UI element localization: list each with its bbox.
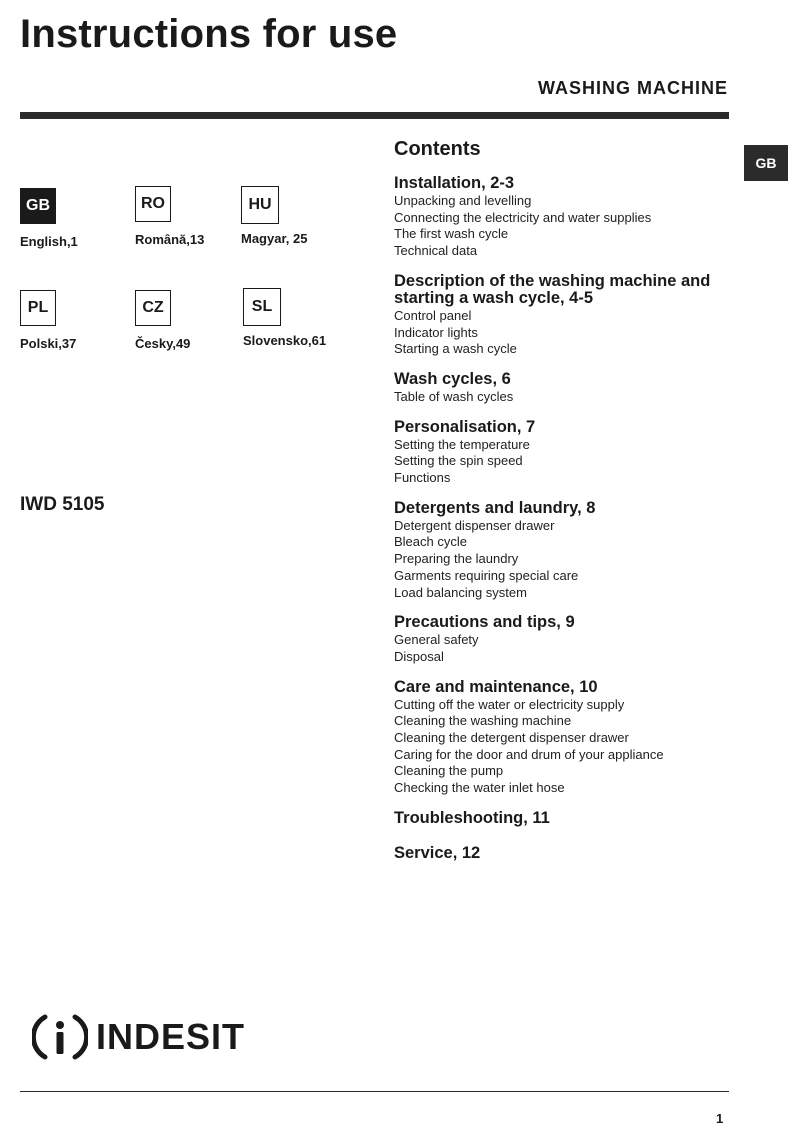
section-heading[interactable]: Wash cycles, 6	[394, 369, 511, 388]
brand-name: INDESIT	[96, 1016, 246, 1057]
contents-section	[394, 614, 734, 665]
section-item[interactable]: Bleach cycle	[394, 534, 467, 550]
language-label: Magyar, 25	[241, 231, 308, 246]
section-item[interactable]: Cleaning the detergent dispenser drawer	[394, 730, 629, 746]
section-item[interactable]: Unpacking and levelling	[394, 193, 532, 208]
section-item[interactable]: General safety	[394, 632, 479, 648]
contents-section	[394, 679, 734, 797]
language-label: Română,13	[135, 232, 205, 247]
section-item[interactable]: Connecting the electricity and water supplies	[394, 209, 652, 225]
document-title: Instructions for use	[20, 12, 398, 56]
contents-title: Contents	[394, 138, 481, 160]
section-heading[interactable]: Troubleshooting, 11	[394, 808, 550, 827]
language-sl[interactable]	[243, 288, 326, 348]
contents-section	[394, 175, 734, 260]
section-heading[interactable]: Personalisation, 7	[394, 417, 536, 436]
section-item[interactable]: Setting the temperature	[394, 436, 530, 452]
language-code-box: PL	[20, 290, 56, 326]
language-label: Polski,37	[20, 336, 77, 351]
footer-rule	[20, 1091, 729, 1092]
header-rule	[20, 112, 729, 119]
language-ro[interactable]	[135, 186, 204, 247]
contents-section	[394, 810, 734, 827]
section-heading[interactable]: Precautions and tips, 9	[394, 613, 575, 632]
language-label: Slovensko,61	[243, 333, 327, 348]
model-number: IWD 5105	[20, 494, 105, 515]
section-heading[interactable]: Detergents and laundry, 8	[394, 498, 596, 517]
section-item[interactable]: Technical data	[394, 243, 478, 259]
section-item[interactable]: Cleaning the pump	[394, 763, 504, 779]
section-item[interactable]: Garments requiring special care	[394, 567, 579, 583]
indesit-logo-icon	[32, 1011, 88, 1063]
section-item[interactable]: Load balancing system	[394, 584, 527, 600]
language-pl[interactable]	[20, 290, 76, 351]
section-heading[interactable]: Installation, 2-3	[394, 174, 515, 192]
page-number: 1	[716, 1111, 724, 1126]
section-item[interactable]: Cutting off the water or electricity supply	[394, 696, 625, 712]
section-item[interactable]: Preparing the laundry	[394, 551, 519, 567]
document-subtitle: WASHING MACHINE	[538, 78, 728, 98]
language-code-box: SL	[243, 288, 281, 326]
section-item[interactable]: Setting the spin speed	[394, 453, 523, 469]
language-label: English,1	[20, 234, 78, 249]
contents-section	[394, 500, 734, 602]
language-label: Česky,49	[135, 336, 191, 351]
section-item[interactable]: Functions	[394, 470, 451, 486]
section-item[interactable]: Starting a wash cycle	[394, 341, 517, 357]
language-cz[interactable]	[135, 290, 190, 351]
language-code-box: GB	[20, 188, 56, 224]
section-item[interactable]: Indicator lights	[394, 324, 478, 340]
brand-logo	[32, 1010, 245, 1064]
language-code-box: HU	[241, 186, 279, 224]
language-hu[interactable]	[241, 186, 308, 246]
section-item[interactable]: Checking the water inlet hose	[394, 780, 565, 796]
contents-section	[394, 845, 734, 862]
section-item[interactable]: Detergent dispenser drawer	[394, 517, 555, 533]
contents-section	[394, 371, 734, 406]
language-side-tab: GB	[744, 145, 788, 181]
language-code-box: CZ	[135, 290, 171, 326]
contents-section	[394, 273, 734, 358]
section-item[interactable]: The first wash cycle	[394, 226, 509, 242]
section-heading[interactable]: Description of the washing machine and starting a wash cycle, 4-5	[394, 271, 711, 307]
section-heading[interactable]: Service, 12	[394, 843, 481, 862]
contents-section	[394, 419, 734, 487]
language-code-box: RO	[135, 186, 171, 222]
section-heading[interactable]: Care and maintenance, 10	[394, 677, 598, 696]
section-item[interactable]: Table of wash cycles	[394, 388, 514, 404]
section-item[interactable]: Control panel	[394, 307, 472, 323]
contents-sections	[394, 175, 734, 862]
table-of-contents	[394, 138, 734, 875]
section-item[interactable]: Disposal	[394, 648, 444, 664]
section-item[interactable]: Caring for the door and drum of your appliance	[394, 746, 664, 762]
section-item[interactable]: Cleaning the washing machine	[394, 713, 572, 729]
language-gb[interactable]	[20, 188, 78, 249]
